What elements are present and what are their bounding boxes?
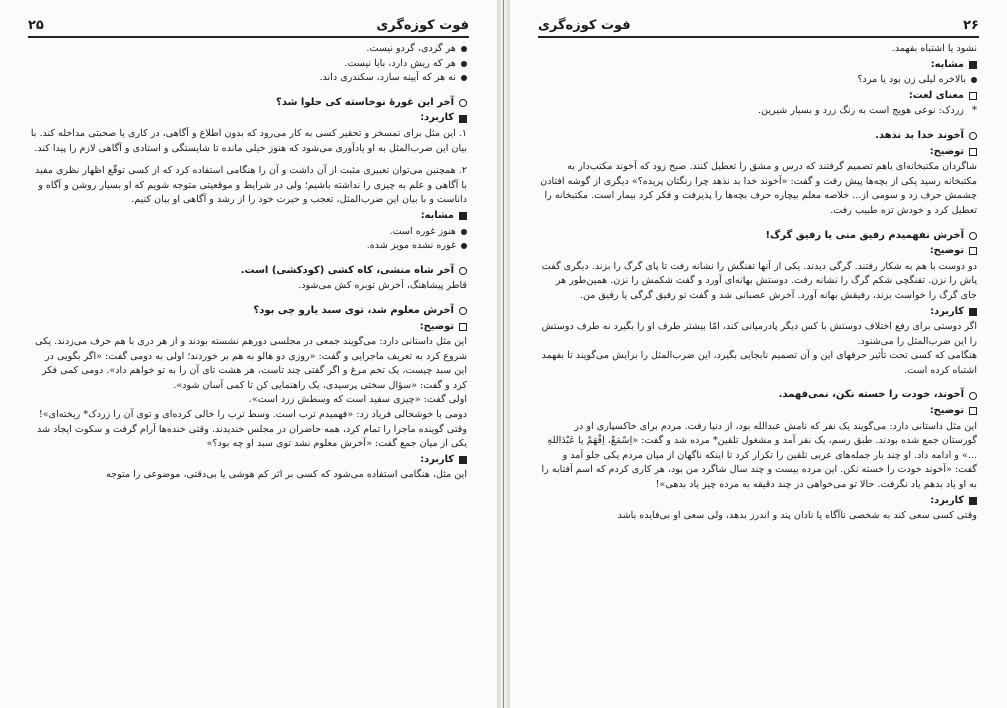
- subheading-similar: [30, 209, 467, 224]
- page-number: ۲۵: [28, 18, 44, 33]
- list-item-text: هنوز غوره است.: [389, 225, 456, 237]
- subheading-label: مشابه:: [930, 58, 964, 70]
- subheading-label: معنای لغت:: [908, 89, 964, 101]
- proverb-heading: [30, 304, 467, 319]
- paragraph: هنگامی که کسی تحت تأثیر حرفهای این و آن تصمیم نابجایی بگیرد، این ضرب‌المثل را برایش می‌گویند تا بفهمد اشتباه کرده است.: [541, 350, 977, 376]
- bullet-icon: [461, 229, 467, 235]
- page-number: ۲۶: [963, 18, 979, 33]
- circle-marker-icon: [969, 392, 977, 400]
- left-page-header: [28, 10, 469, 38]
- subheading-label: توضیح:: [929, 145, 964, 157]
- square-marker-icon: [969, 247, 977, 255]
- subheading-label: توضیح:: [419, 320, 454, 332]
- bullet-icon: [461, 46, 467, 52]
- right-page-body: [540, 42, 977, 704]
- subheading-label: توضیح:: [929, 245, 964, 257]
- paragraph: ۱. این مثل برای تمسخر و تحقیر کسی به کار می‌رود که بدون اطلاع و آگاهی، در کاری یا صحبتی مداخله کند. با بیان این ضرب‌المثل به او یادآوری می‌شود که هنوز خیلی مانده تا شایستگی و استادی و آگاهی لازم را پیدا کند.: [30, 127, 467, 154]
- footnote-item: [540, 104, 977, 119]
- paragraph: این مثل داستانی دارد: می‌گویند جمعی در مجلسی دورهم نشسته بودند و از هر دری با هم حرف می‌زدند. یکی شروع کرد به تعریف ماجرایی و گفت: «روزی دو هالو به هم بر خوردند؛ اولی به دومی گفت: «اگر بگویی در این سبد چیست، یک تخم مرغ و اگر گفتی چند تاست، هر هشت تای آن را به تو خواهم داد». دومی کمی فکر کرد و گفت: «سؤال سختی پرسیدی، یک راهنمایی کن تا کمی آسان شود».: [35, 336, 467, 391]
- bullet-icon: [461, 243, 467, 249]
- proverb-title: آخر شاه منشی، کاه کشی (کودکشی) است.: [240, 264, 454, 276]
- subheading-explanation: [30, 320, 467, 335]
- circle-marker-icon: [969, 232, 977, 240]
- list-item-text: هر که ریش دارد، بابا نیست.: [344, 57, 456, 69]
- subheading-explanation: [540, 145, 977, 160]
- list-item-text: هر گردی، گردو نیست.: [366, 43, 456, 54]
- book-gutter: [497, 0, 510, 708]
- left-page: [0, 0, 497, 708]
- proverb-title: آخرش معلوم شد، توی سبد یارو چی بود؟: [253, 304, 454, 316]
- circle-marker-icon: [459, 307, 467, 315]
- list-item: [30, 57, 467, 72]
- subheading-label: مشابه:: [420, 209, 454, 221]
- paragraph: نشود یا اشتباه بفهمد.: [891, 43, 977, 54]
- subheading-label: کاربرد:: [420, 112, 454, 124]
- circle-marker-icon: [969, 132, 977, 140]
- list-item: [30, 225, 467, 240]
- list-item-text: غوره نشده مویز شده.: [366, 240, 456, 252]
- paragraph: شاگردان مکتبخانه‌ای باهم تصمیم گرفتند که درس و مشق را تعطیل کنند. صبح زود که آخوند مکتب‌دار به مکتبخانه رسید یکی از بچه‌ها پیش رفت و گفت: «آخوند خدا بد نذهد چرا رنگتان پریده؟» دیگری از گوشه افتادن چشمش حرف زد و سومی از... خلاصه معلم بیچاره حرف بچه‌ها را پذیرفت و فکر کرد بیمار است. مکتبخانه را تعطیل کرد و خودش تزه طبیب رفت.: [540, 161, 977, 216]
- paragraph: اولی گفت: «چیزی سفید است که وسطش زرد است».: [248, 394, 467, 406]
- subheading-label: توضیح:: [929, 405, 964, 417]
- subheading-meaning: [540, 89, 977, 104]
- proverb-heading: [540, 388, 977, 403]
- square-marker-icon: [459, 456, 467, 464]
- subheading-label: کاربرد:: [930, 494, 964, 506]
- circle-marker-icon: [459, 99, 467, 107]
- proverb-title: آخوند خدا بد نذهد.: [875, 129, 964, 141]
- bullet-icon: [461, 75, 467, 81]
- subheading-explanation: [540, 404, 977, 419]
- list-item: [30, 71, 467, 86]
- proverb-title: آخرش نفهمیدم رفیق منی یا رفیق گرگ!: [765, 229, 964, 241]
- paragraph: قاطر پیشاهنگ، آخرش توبره کش می‌شود.: [298, 280, 467, 292]
- right-page: [510, 0, 1007, 708]
- proverb-title: آخوند، خودت را خسته نکن، نمی‌فهمد.: [778, 389, 964, 401]
- bullet-icon: [971, 77, 977, 83]
- list-item-text: زردک: نوعی هویج است به رنگ زرد و بسیار شیرین.: [758, 105, 964, 117]
- paragraph: وقتی گوینده ماجرا را تمام کرد، همه حاضران در مجلس خندیدند. وقتی خنده‌ها آرام گرفت و سکوت ایجاد شد یکی از میان جمع گفت: «آخرش معلوم نشد توی سبد او چه بود؟»: [37, 423, 467, 450]
- running-title: فوت کوزه‌گری: [538, 18, 631, 33]
- subheading-usage: [540, 494, 977, 509]
- subheading-usage: [540, 305, 977, 320]
- proverb-heading: [30, 264, 467, 279]
- paragraph: این مثل، هنگامی استفاده می‌شود که کسی بر اثر کم هوشی یا بی‌دقتی، موضوعی را متوجه: [106, 469, 467, 481]
- proverb-title: آخر این غورهٔ نوخاسته کی حلوا شد؟: [276, 96, 454, 108]
- square-marker-icon: [969, 407, 977, 415]
- subheading-label: کاربرد:: [930, 305, 964, 317]
- paragraph: دو دوست با هم به شکار رفتند. گرگی دیدند. یکی از آنها تفنگش را نشانه رفت تا پای گرگ را بزند. دیگری گفت پاش را نزن. تفنگچی شکم گرگ را نشانه رفت. دوستش بهانه‌ای آورد و گفت شکمش را نزن. همین‌طور هر جای گرگ را خواست بزند، رفیقش بهانه آورد. آخرش عصبانی شد و گفت تو رفیق گرگی یا رفیق من.: [541, 260, 977, 301]
- proverb-heading: [540, 229, 977, 244]
- left-page-body: [30, 42, 467, 704]
- circle-marker-icon: [459, 267, 467, 275]
- square-marker-icon: [969, 148, 977, 156]
- square-marker-icon: [969, 308, 977, 316]
- square-marker-icon: [459, 212, 467, 220]
- asterisk-icon: *: [972, 105, 977, 117]
- paragraph: وقتی کسی سعی کند به شخصی ناآگاه یا نادان پند و اندرز بدهد، ولی سعی او بی‌فایده باشد: [617, 510, 977, 522]
- proverb-heading: [30, 96, 467, 111]
- subheading-explanation: [540, 244, 977, 259]
- paragraph: ۲. همچنین می‌توان تعبیری مثبت از آن داشت و آن را هنگامی استفاده کرد که از کسی توقّع اظهار نظری مفید با آگاهی و علم به چیزی را نداشته باشیم؛ ولی در شرایط و موقعیتی متوجه شویم که او بسیار روشن و آگاه و داناست و با بیان این ضرب‌المثل، تعجب و حیرت خود را از رشد و آگاهی او بیان کنیم.: [35, 165, 467, 206]
- subheading-usage: [30, 453, 467, 468]
- proverb-heading: [540, 129, 977, 144]
- subheading-similar: [540, 58, 977, 73]
- square-marker-icon: [459, 323, 467, 331]
- bullet-icon: [461, 61, 467, 67]
- subheading-label: کاربرد:: [420, 453, 454, 465]
- paragraph: دومی با خوشحالی فریاد زد: «فهمیدم ترب است. وسط ترب را خالی کرده‌ای و توی آن را زردک* ریخته‌ای»!: [38, 409, 467, 421]
- square-marker-icon: [459, 115, 467, 123]
- paragraph: این مثل داستانی دارد: می‌گویند یک نفر که نامش عبدالله بود، از دنیا رفت. مردم برای خاکسپاری او در گورستان جمع شده بودند. طبق رسم، یک نفر آمد و مشغول تلقین* مرده شد و گفت: «اِسْمَعْ، اِفْهَمْ یا عَبْدَاللهِ ...» و ادامه داد. او چند بار جمله‌های عربی تلقین را تکرار کرد تا اینکه ناگهان از میان مردم یکی جلو آمد و گفت: «آخوند خودت را خسته نکن. این مرده بیست و چند سال شاگرد من بود، هر کاری کردم که اسم آفتابه را به او یاد بدهم یاد نگرفت. حالا تو می‌خواهی در چند دقیقه به مرده چیز یاد بدهی»!: [541, 420, 977, 491]
- running-title: فوت کوزه‌گری: [376, 18, 469, 33]
- list-item: [540, 73, 977, 88]
- square-marker-icon: [969, 497, 977, 505]
- square-marker-icon: [969, 92, 977, 100]
- list-item: [30, 239, 467, 254]
- paragraph: اگر دوستی برای رفع اختلاف دوستش با کس دیگر پادرمیانی کند، امّا بیشتر طرف او را بگیرد نه طرف دوستش را این ضرب‌المثل را می‌شنود.: [541, 321, 977, 347]
- list-item-text: بالاخره لیلی زن بود یا مرد؟: [857, 74, 966, 86]
- right-page-header: [538, 10, 979, 38]
- subheading-usage: [30, 111, 467, 126]
- list-item: [30, 42, 467, 57]
- list-item-text: نه هر که آیینه سازد، سکندری داند.: [319, 72, 456, 84]
- square-marker-icon: [969, 61, 977, 69]
